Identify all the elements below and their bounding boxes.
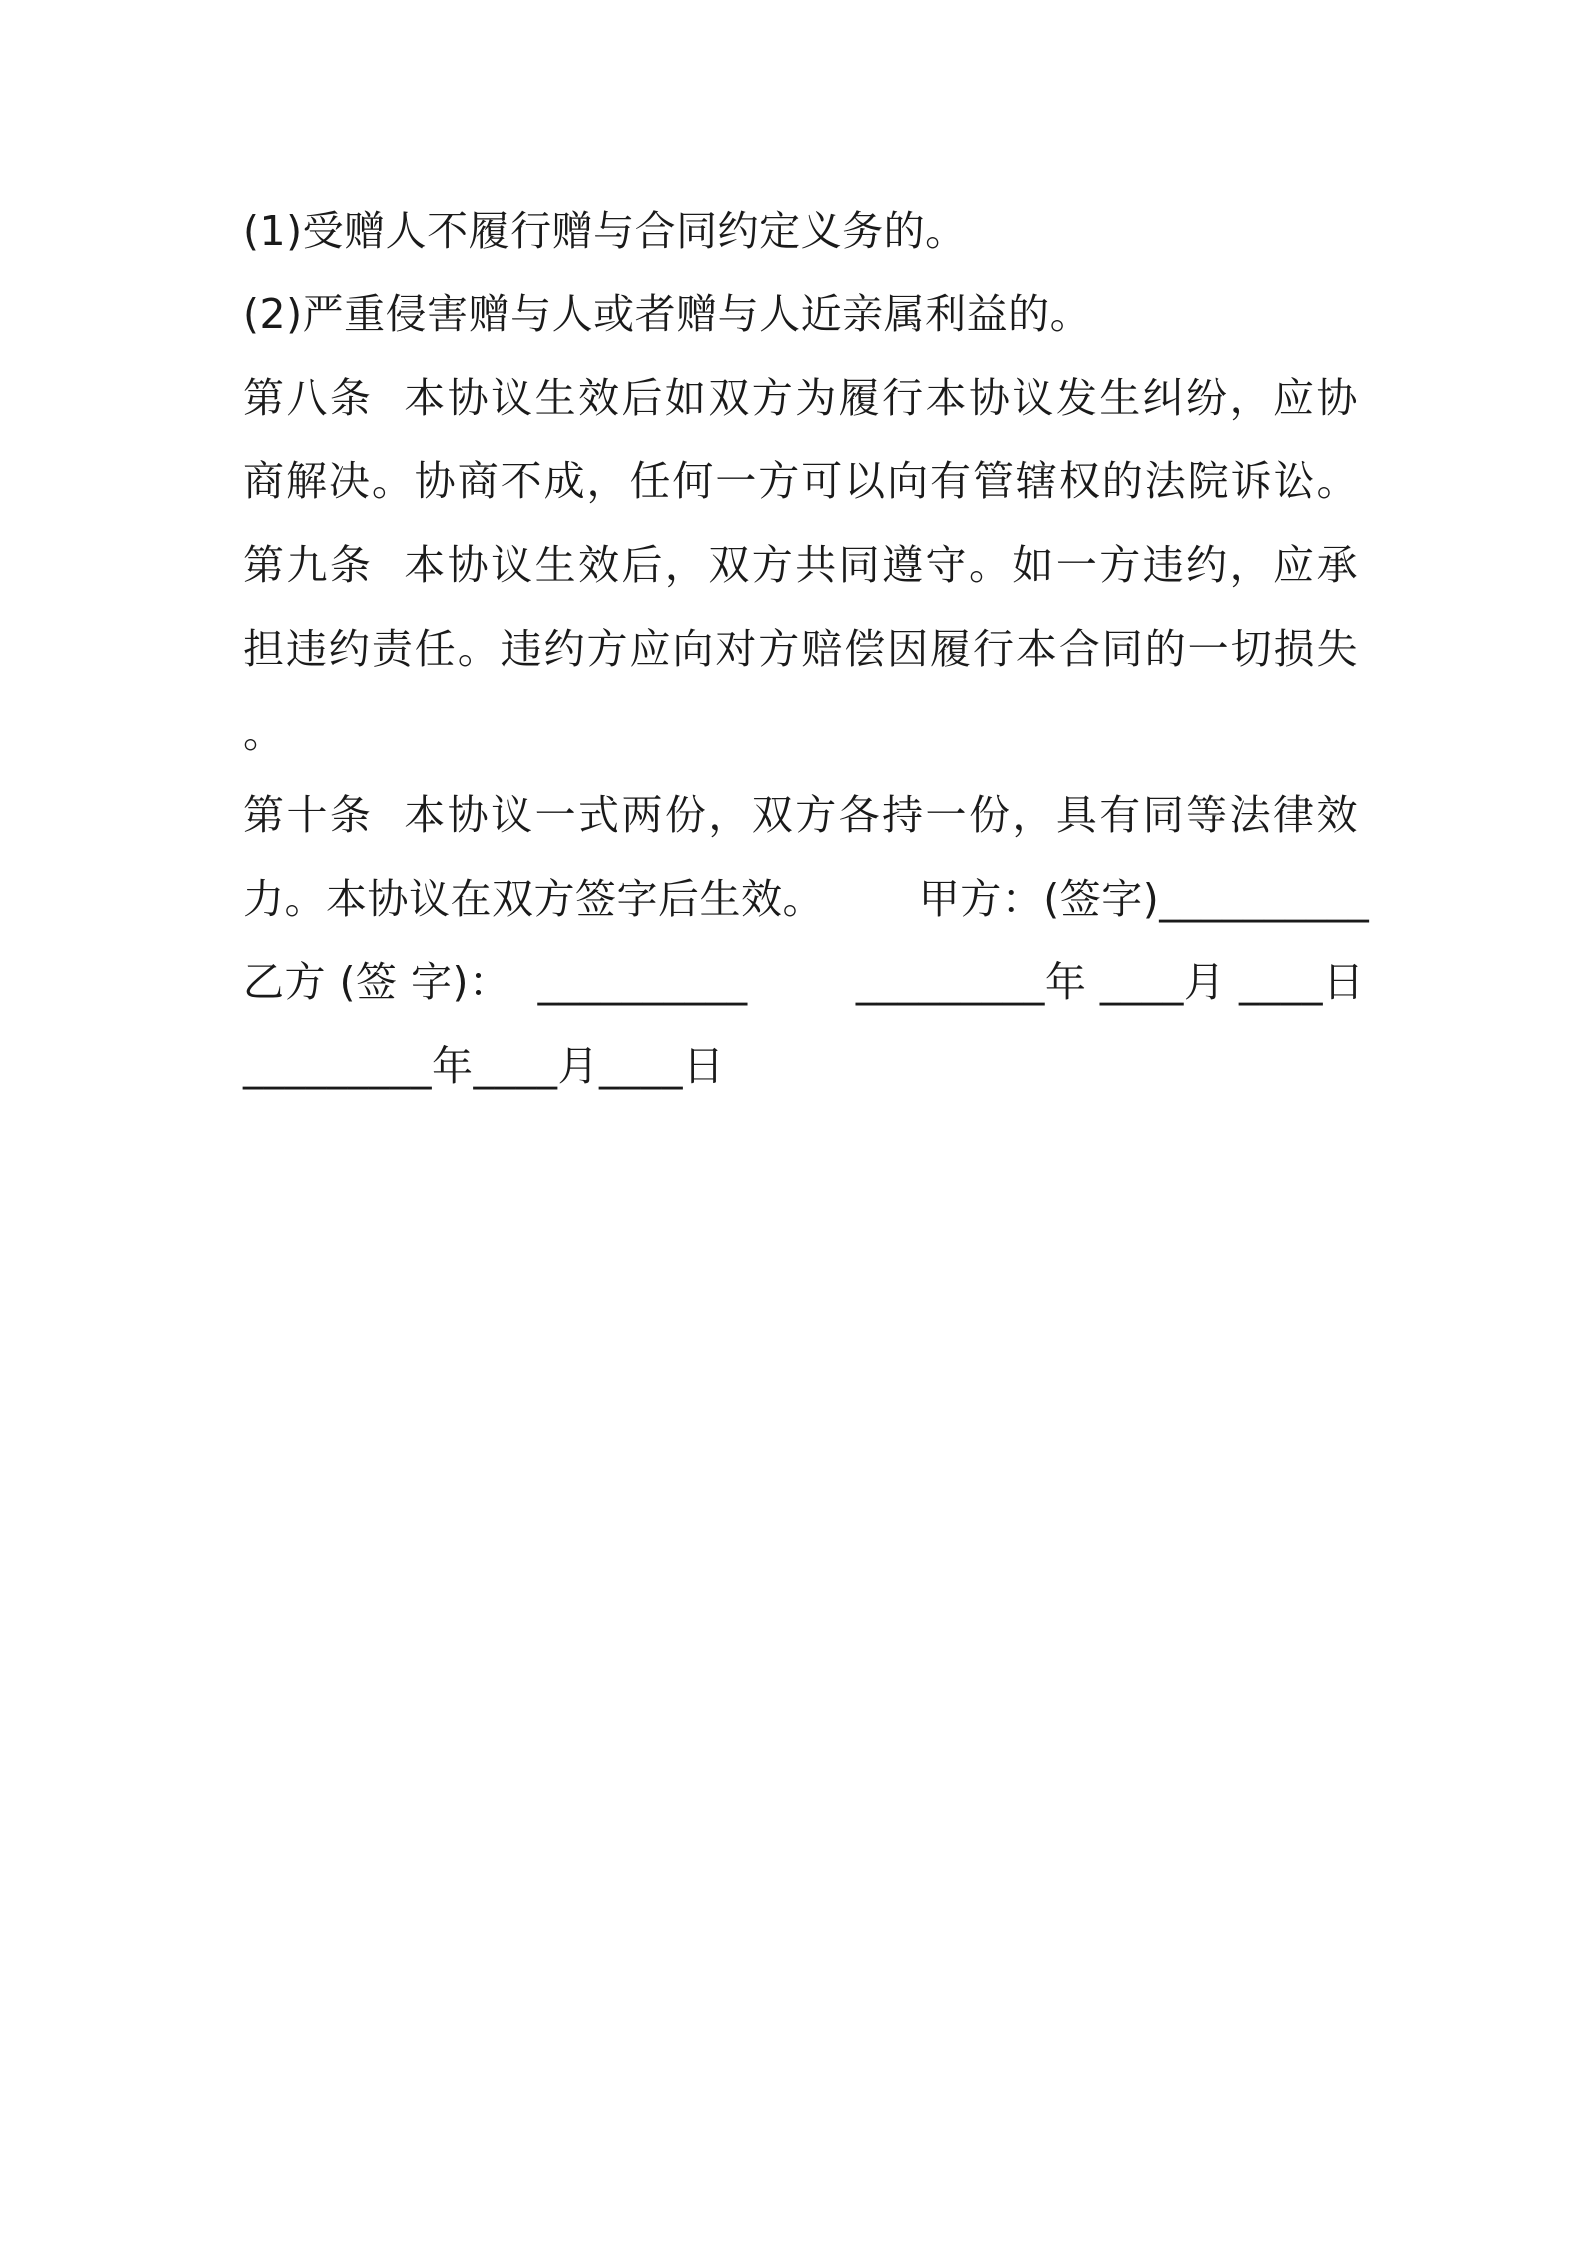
clause-10-line-1: 第十条 本协议一式两份，双方各持一份，具有同等法律效 (243, 791, 1358, 839)
clause-9-line-3: 。 (243, 709, 285, 757)
clause-9-line-1: 第九条 本协议生效后，双方共同遵守。如一方违约，应承 (243, 541, 1358, 589)
clause-9-line-2: 担违约责任。违约方应向对方赔偿因履行本合同的一切损失 (243, 625, 1358, 673)
party-b-signature-and-date: 乙方 (签 字)： __________ _________年 ____月 ____日 (243, 958, 1365, 1006)
clause-7-item-1: (1)受赠人不履行赠与合同约定义务的。 (243, 207, 967, 255)
clause-7-item-2: (2)严重侵害赠与人或者赠与人近亲属利益的。 (243, 290, 1092, 338)
clause-8-line-2: 商解决。协商不成，任何一方可以向有管辖权的法院诉讼。 (243, 457, 1358, 505)
clause-10-line-2-party-a-signature: 力。本协议在双方签字后生效。 甲方：(签字)__________ (243, 875, 1370, 923)
signature-date: _________年____月____日 (243, 1042, 725, 1090)
clause-8-line-1: 第八条 本协议生效后如双方为履行本协议发生纠纷，应协 (243, 374, 1358, 422)
